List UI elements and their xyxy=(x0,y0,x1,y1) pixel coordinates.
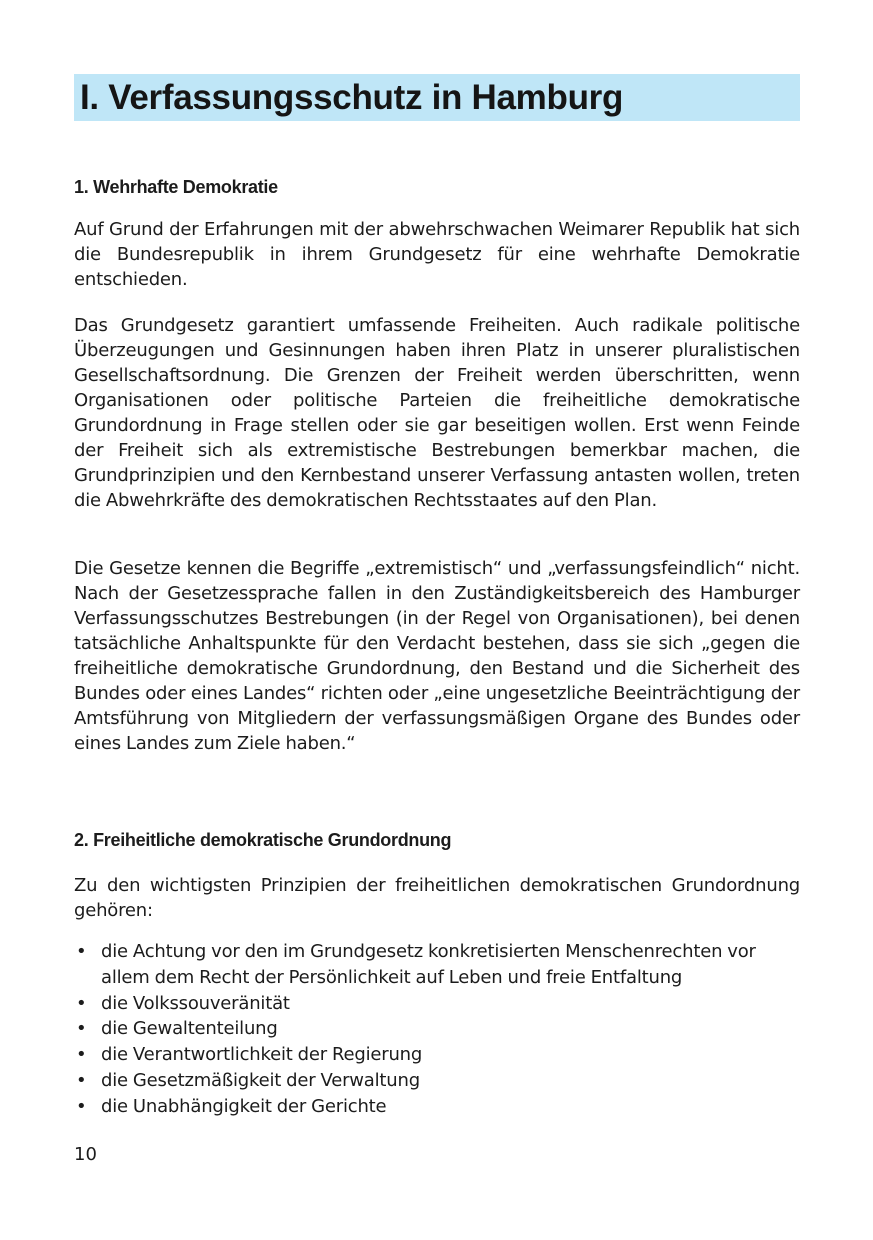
section-heading-grundordnung: 2. Freiheitliche demokratische Grundordnung xyxy=(74,830,452,850)
page-number: 10 xyxy=(74,1144,97,1165)
paragraph-gesetze-begriffe: Die Gesetze kennen die Begriffe „extremistisch“ und „verfassungsfeindlich“ nicht. Nach der Gesetzessprache fallen in den Zuständigkeitsbereich des Hamburger Verfassungsschutzes Bestrebungen (in der Regel von Organisationen), bei denen tatsächliche Anhaltspunkte für den Verdacht bestehen, dass sie sich „gegen die freiheitliche demokratische Grundordnung, den Bestand und die Sicherheit des Bundes oder eines Landes“ richten oder „eine ungesetzliche Beeinträchtigung der Amtsführung von Mitgliedern der verfassungsmäßigen Organe des Bundes oder eines Landes zum Ziele haben.“ xyxy=(74,558,800,754)
principles-list xyxy=(74,939,800,1120)
bullet-icon: • xyxy=(76,1018,87,1040)
list-item xyxy=(74,939,800,991)
list-item-text: die Verantwortlichkeit der Regierung xyxy=(101,1044,423,1066)
list-item-text: die Gesetzmäßigkeit der Verwaltung xyxy=(101,1069,420,1091)
bullet-icon: • xyxy=(76,1044,87,1066)
list-item xyxy=(74,1068,800,1094)
list-item-text: die Volkssouveränität xyxy=(101,992,290,1014)
bullet-icon: • xyxy=(76,1069,87,1091)
section-heading-wehrhafte-demokratie: 1. Wehrhafte Demokratie xyxy=(74,177,278,197)
list-item-text: die Unabhängigkeit der Gerichte xyxy=(101,1095,387,1117)
list-item xyxy=(74,991,800,1017)
paragraph-grundgesetz-freiheiten: Das Grundgesetz garantiert umfassende Freiheiten. Auch radikale politische Überzeugungen und Gesinnungen haben ihren Platz in unserer pluralistischen Gesellschaftsordnung. Die Grenzen der Freiheit werden überschritten, wenn Organisationen oder politische Parteien die freiheitliche demokratische Grundordnung in Frage stellen oder sie gar beseitigen wollen. Erst wenn Feinde der Freiheit sich als extremistische Bestrebungen bemerkbar machen, die Grundprinzipien und den Kernbestand unserer Verfassung antasten wollen, treten die Abwehrkräfte des demokratischen Rechtsstaates auf den Plan. xyxy=(74,315,800,511)
list-item-text: die Gewaltenteilung xyxy=(101,1018,278,1040)
paragraph-weimarer-republik: Auf Grund der Erfahrungen mit der abwehrschwachen Weimarer Republik hat sich die Bundesrepublik in ihrem Grundgesetz für eine wehrhafte Demokratie entschieden. xyxy=(74,219,800,290)
bullet-icon: • xyxy=(76,941,87,962)
chapter-title-band xyxy=(74,74,800,121)
chapter-title: I. Verfassungsschutz in Hamburg xyxy=(80,78,624,117)
list-item xyxy=(74,1094,800,1120)
paragraph-prinzipien-intro: Zu den wichtigsten Prinzipien der freiheitlichen demokratischen Grundordnung gehören: xyxy=(74,875,800,921)
list-item xyxy=(74,1042,800,1068)
bullet-icon: • xyxy=(76,1095,87,1117)
bullet-icon: • xyxy=(76,992,87,1014)
list-item xyxy=(74,1016,800,1042)
list-item-text: die Achtung vor den im Grundgesetz konkretisierten Menschenrechten vor allem dem Recht der Persönlichkeit auf Leben und freie Entfaltung xyxy=(101,941,756,988)
